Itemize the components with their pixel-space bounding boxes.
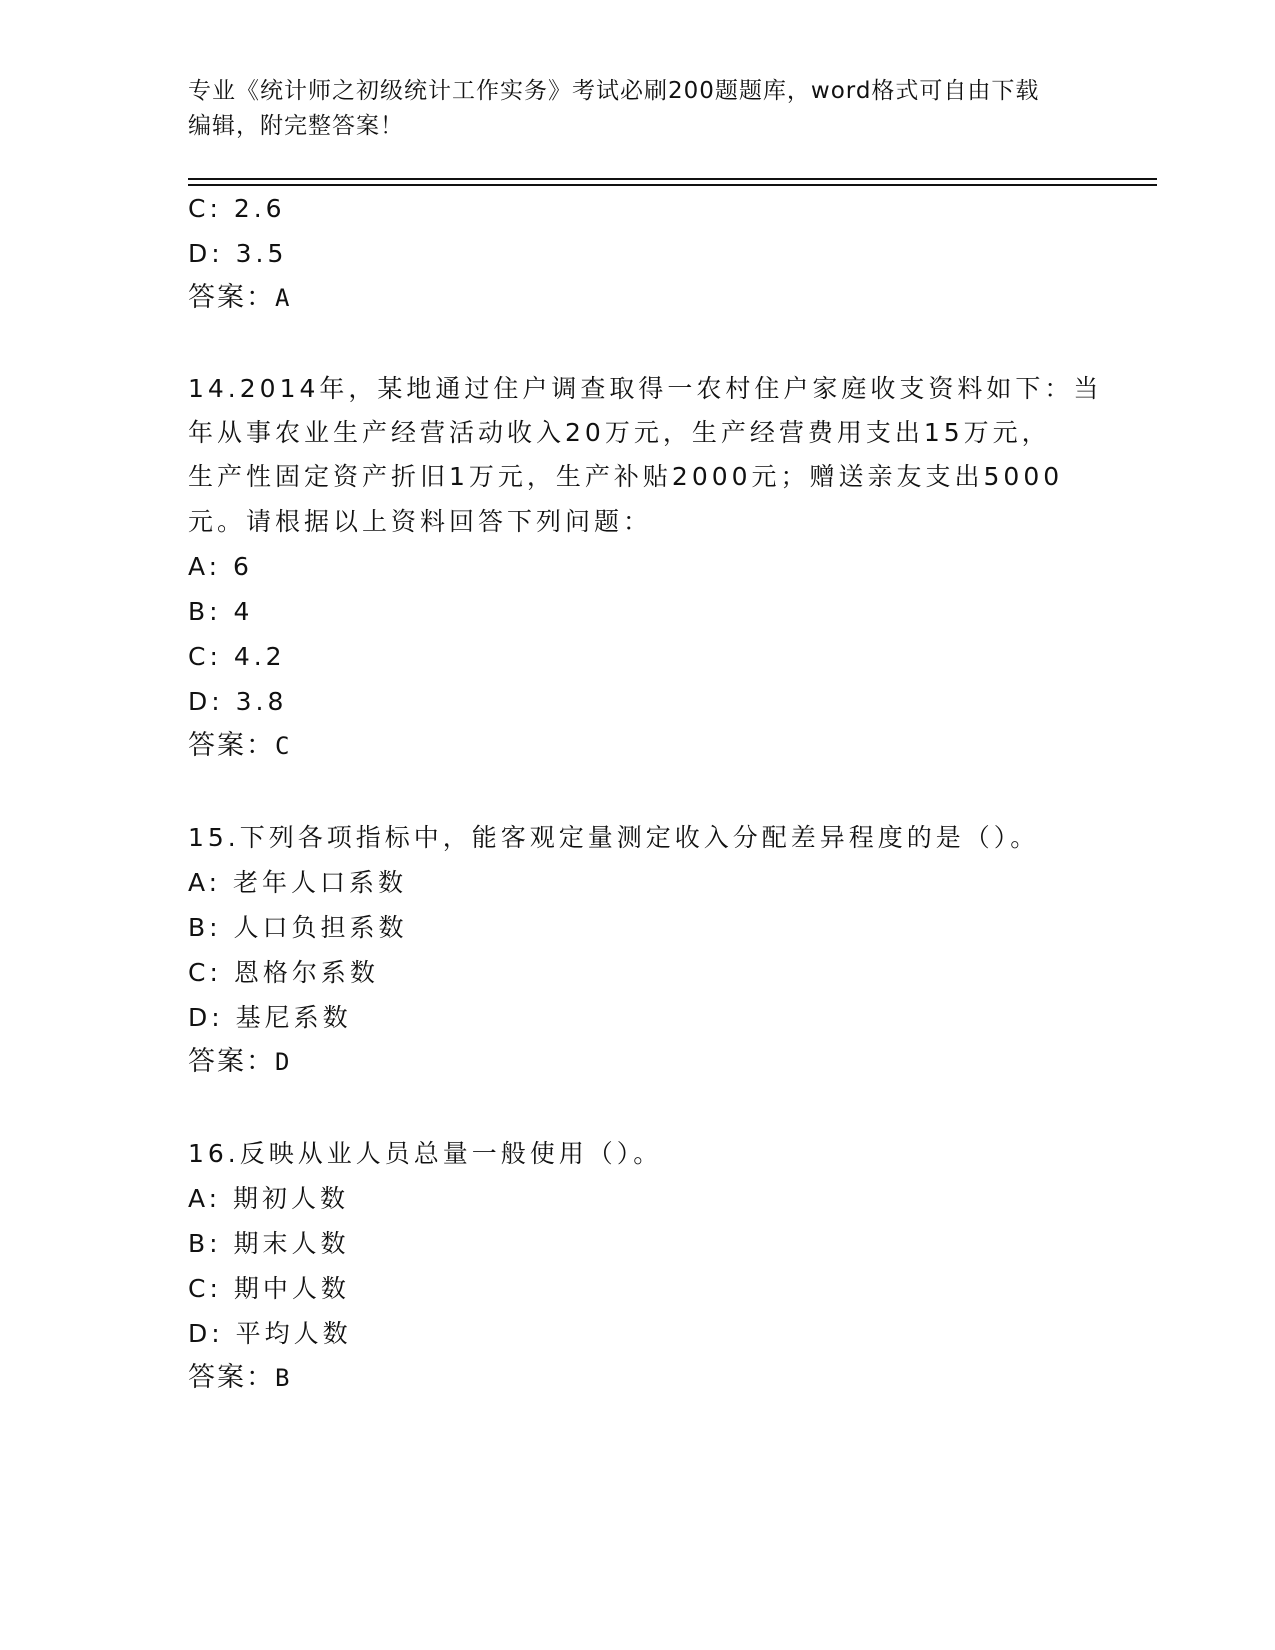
q14-stem-line-4: 元。请根据以上资料回答下列问题： (188, 507, 653, 536)
q16-option-a: A: 期初人数 (188, 1184, 350, 1213)
q16-option-c: C: 期中人数 (188, 1274, 350, 1303)
q15-stem: 15.下列各项指标中，能客观定量测定收入分配差异程度的是（）。 (188, 823, 1040, 852)
header-divider-bottom (188, 184, 1157, 186)
document-header (188, 74, 1088, 144)
q15-option-c: C: 恩格尔系数 (188, 958, 379, 987)
q14-stem-line-3: 生产性固定资产折旧1万元，生产补贴2000元；赠送亲友支出5000 (188, 462, 1064, 491)
q14-option-b: B: 4 (188, 597, 254, 626)
q15-option-d: D: 基尼系数 (188, 1003, 352, 1032)
q13-option-d: D: 3.5 (188, 239, 288, 268)
header-line-1: 专业《统计师之初级统计工作实务》考试必刷200题题库，word格式可自由下载 (188, 78, 1040, 104)
q15-option-a: A: 老年人口系数 (188, 868, 408, 897)
q14-option-a: A: 6 (188, 552, 253, 581)
q14-stem-line-1: 14.2014年，某地通过住户调查取得一农村住户家庭收支资料如下：当 (188, 374, 1103, 403)
q14-option-d: D: 3.8 (188, 687, 288, 716)
answer-label: 答案： (188, 1046, 275, 1077)
q16-answer (188, 1363, 291, 1393)
answer-value: B (275, 1364, 292, 1392)
header-divider-top (188, 178, 1157, 180)
answer-value: C (275, 732, 292, 760)
q16-option-d: D: 平均人数 (188, 1319, 352, 1348)
header-line-2: 编辑，附完整答案！ (188, 113, 404, 139)
q15-option-b: B: 人口负担系数 (188, 913, 408, 942)
q14-stem-line-2: 年从事农业生产经营活动收入20万元，生产经营费用支出15万元， (188, 418, 1051, 447)
answer-label: 答案： (188, 1362, 275, 1393)
q16-stem: 16.反映从业人员总量一般使用（）。 (188, 1139, 663, 1168)
answer-label: 答案： (188, 282, 275, 313)
q13-option-c: C: 2.6 (188, 194, 286, 223)
answer-value: A (275, 284, 292, 312)
q13-answer (188, 283, 291, 313)
q15-answer (188, 1047, 291, 1077)
q14-option-c: C: 4.2 (188, 642, 286, 671)
answer-value: D (275, 1048, 292, 1076)
answer-label: 答案： (188, 730, 275, 761)
q16-option-b: B: 期末人数 (188, 1229, 350, 1258)
q14-answer (188, 731, 291, 761)
